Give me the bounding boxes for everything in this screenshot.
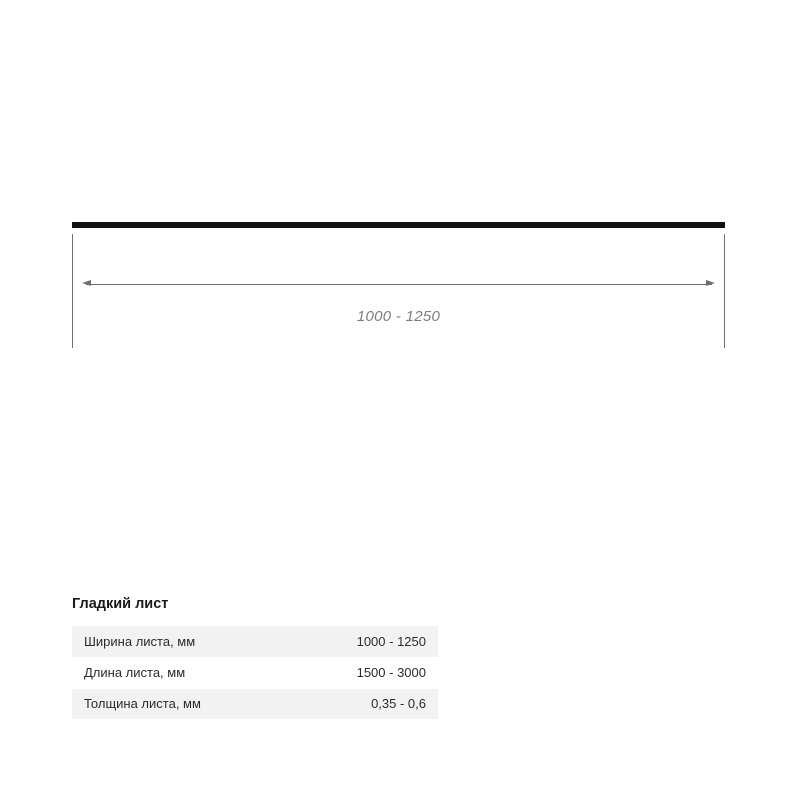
dimension-line [86,284,712,285]
table-row [72,626,438,657]
dimension-arrow-left-icon [82,280,91,286]
spec-row-label: Длина листа, мм [72,657,292,688]
table-row [72,688,438,719]
sheet-dimension-drawing [72,222,725,342]
dimension-arrow-right-icon [706,280,715,286]
extension-line-right [724,234,725,348]
spec-row-label: Толщина листа, мм [72,688,292,719]
spec-title: Гладкий лист [72,596,169,612]
extension-line-left [72,234,73,348]
sheet-edge-bar [72,222,725,228]
spec-row-value: 0,35 - 0,6 [292,688,438,719]
spec-row-label: Ширина листа, мм [72,626,292,657]
specification-block [72,596,438,720]
dimension-label: 1000 - 1250 [356,308,441,325]
table-row [72,657,438,688]
spec-row-value: 1000 - 1250 [292,626,438,657]
spec-table [72,626,438,720]
spec-row-value: 1500 - 3000 [292,657,438,688]
